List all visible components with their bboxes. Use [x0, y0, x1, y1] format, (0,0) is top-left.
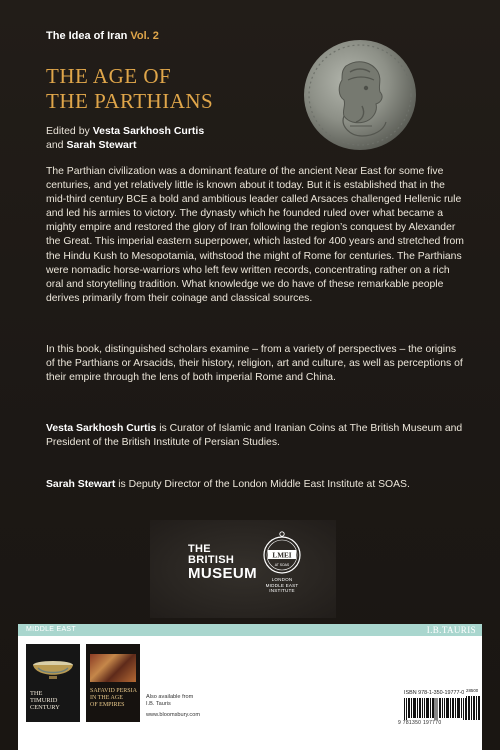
series-label — [46, 30, 159, 42]
series-volume: Vol. 2 — [130, 30, 159, 42]
book-cover-safavid — [86, 644, 140, 722]
bm-british: BRITISH — [188, 554, 235, 566]
editors-credit — [46, 124, 204, 152]
lmei-soas-text: AT SOAS — [274, 563, 290, 567]
lmei-seal-icon — [262, 530, 302, 576]
book2-title-line-3: OF EMPIRES — [90, 701, 125, 708]
book1-title-line-3: CENTURY — [30, 704, 60, 711]
coin-icon — [300, 36, 420, 154]
title-line-2: THE PARTHIANS — [46, 89, 214, 113]
editors-prefix: Edited by — [46, 125, 93, 137]
publisher-band — [18, 624, 482, 750]
band-strip — [18, 624, 482, 636]
barcode-number: 9 781350 197770 — [398, 720, 442, 726]
bio-curtis — [46, 422, 464, 450]
book1-title-line-1: THE — [30, 690, 43, 697]
publisher-label: I.B.TAURIS — [426, 625, 476, 635]
blurb-paragraph-1: The Parthian civilization was a dominant feature of the ancient Near East for some five centuries, and yet relatively little is known about it today. But it is established that in the mid-third century BCE a bold and ambitious leader called Arsaces challenged Hellenic rule and led his armies to victory. The dynasty which he founded ruled over what became a mighty empire and restored the glory of Iran following the region’s conquest by Alexander the Great. This imperial eastern superpower, which lasted for 400 years and stretched from the Hindu Kush to Mesopotamia, withstood the might of Rome for centuries. The Parthians were nomadic horse-warriors who left few written records, concentrating rather on a rich oral and storytelling tradition. What knowledge we do have of these remarkable people derives primarily from their coinage and classical sources. — [46, 166, 464, 304]
series-name: The Idea of Iran — [46, 30, 131, 42]
publisher-website[interactable]: www.bloomsbury.com — [146, 712, 200, 718]
bio-curtis-text: is Curator of Islamic and Iranian Coins at The British Museum and President of the British Institute of Persian Studies. — [46, 423, 463, 449]
isbn-label: ISBN 978-1-350-19777-0 — [404, 690, 465, 696]
lmei-line-2: MIDDLE EAST — [265, 582, 299, 588]
also-available — [146, 694, 193, 709]
blurb-paragraph-2: In this book, distinguished scholars examine – from a variety of perspectives – the origins of the Parthians or Arsacids, their history, religion, art and culture, as well as perceptions of their empire through the lens of both imperial Rome and China. — [46, 344, 463, 384]
category-label: MIDDLE EAST — [26, 626, 76, 633]
book1-title — [30, 690, 60, 711]
book2-title-line-1: SAFAVID PERSIA — [90, 688, 137, 694]
bio-stewart — [46, 478, 464, 492]
british-museum-logo — [188, 544, 257, 582]
barcode-addon-icon — [466, 694, 480, 720]
bio-stewart-text: is Deputy Director of the London Middle East Institute at SOAS. — [115, 479, 410, 490]
book2-title-line-2: IN THE AGE — [90, 694, 123, 701]
barcode-addon-number: 28500 — [466, 688, 479, 693]
lmei-logo — [254, 530, 310, 594]
book1-title-line-2: TIMURID — [30, 697, 58, 704]
bowl-icon — [30, 656, 76, 684]
bio-curtis-name: Vesta Sarkhosh Curtis — [46, 423, 157, 434]
also-available-line-2: I.B. Tauris — [146, 701, 171, 708]
title-line-1: THE AGE OF — [46, 64, 172, 88]
parthian-coin-image — [300, 36, 420, 154]
book2-title — [90, 688, 137, 708]
book-title — [46, 64, 213, 114]
bm-museum: MUSEUM — [188, 565, 258, 582]
bm-the: THE — [188, 543, 211, 555]
editors-conjunction: and — [46, 139, 67, 151]
lmei-line-3: INSTITUTE — [269, 588, 295, 594]
editor-1-name: Vesta Sarkhosh Curtis — [92, 125, 205, 137]
lmei-caption — [254, 577, 310, 594]
persian-painting-image — [90, 654, 136, 682]
lmei-badge-text: LMEI — [272, 551, 292, 560]
lmei-line-1: LONDON — [271, 577, 293, 582]
barcode-icon — [404, 698, 466, 720]
book-cover-timurid — [26, 644, 80, 722]
editor-2-name: Sarah Stewart — [66, 139, 137, 151]
also-available-line-1: Also available from — [146, 694, 194, 700]
partner-logos — [150, 520, 336, 618]
bio-stewart-name: Sarah Stewart — [46, 479, 116, 490]
